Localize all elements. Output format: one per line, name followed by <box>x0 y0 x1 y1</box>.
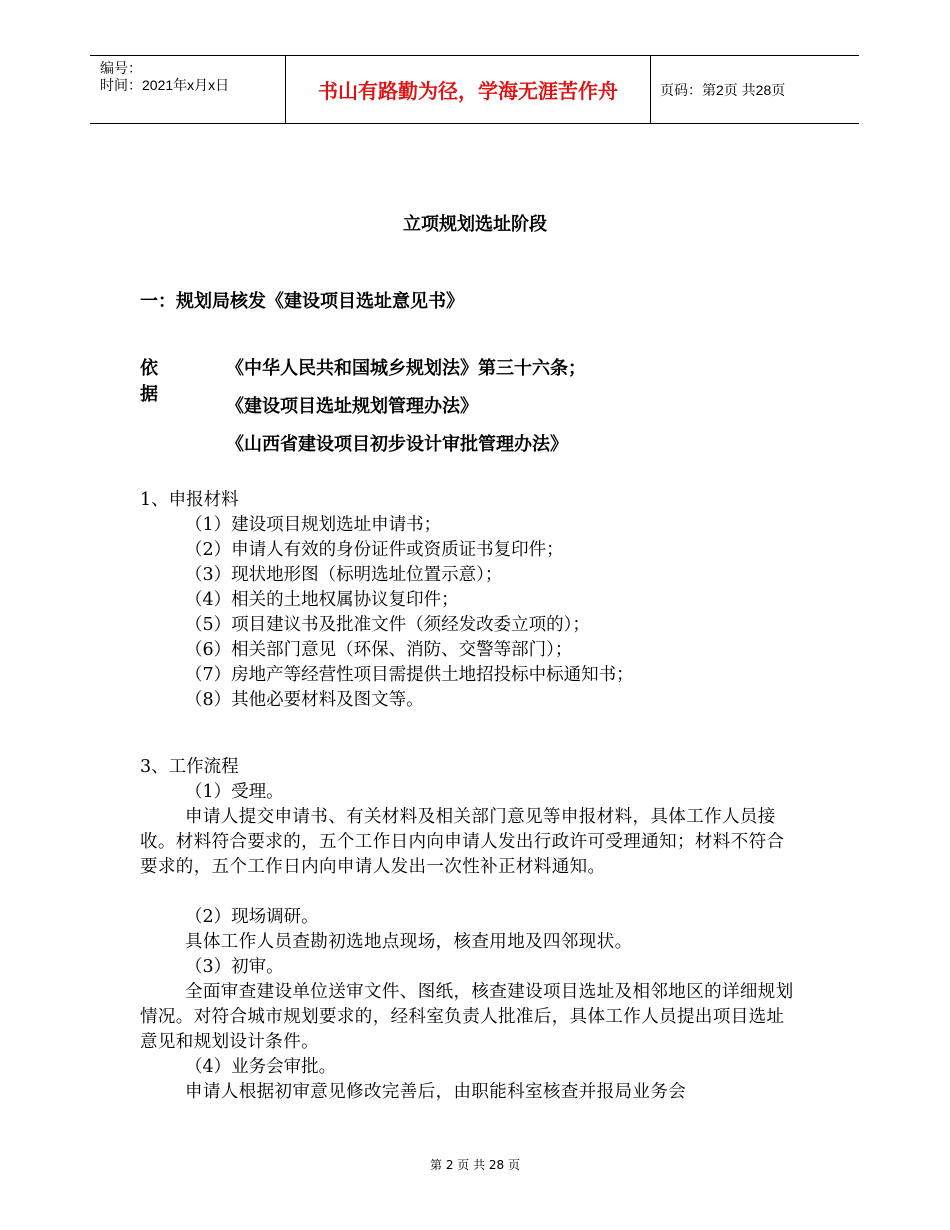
header-page-label: 页码：第2页 共28页 <box>660 81 786 98</box>
workflow-paragraph: 具体工作人员查勘初选地点现场，核查用地及四邻现状。 <box>185 932 633 952</box>
header-meta <box>90 56 286 123</box>
material-item: （1）建设项目规划选址申请书； <box>185 515 442 535</box>
workflow-step: （3）初审。 <box>185 957 284 977</box>
workflow-heading: 3、工作流程 <box>140 757 239 777</box>
workflow-paragraph: 全面审查建设单位送审文件、图纸，核查建设项目选址及相邻地区的详细规划情况。对符合城市规划要求的，经科室负责人批准后，具体工作人员提出项目选址意见和规划设计条件。 <box>140 982 794 1052</box>
page-footer: 第 2 页 共 28 页 <box>430 1158 520 1172</box>
document-header <box>90 55 859 124</box>
workflow-step: （1）受理。 <box>185 782 284 802</box>
material-item: （3）现状地形图（标明选址位置示意）； <box>185 565 503 585</box>
section-heading: 一：规划局核发《建设项目选址意见书》 <box>140 291 464 312</box>
workflow-step: （2）现场调研。 <box>185 907 319 927</box>
material-item: （8）其他必要材料及图文等。 <box>185 690 424 710</box>
header-motto: 书山有路勤为径，学海无涯苦作舟 <box>286 56 651 123</box>
page-title: 立项规划选址阶段 <box>403 214 547 235</box>
basis-law: 《建设项目选址规划管理办法》 <box>226 396 478 417</box>
workflow-step: （4）业务会审批。 <box>185 1057 337 1077</box>
basis-label: 依据 <box>140 358 158 405</box>
material-item: （5）项目建议书及批准文件（须经发改委立项的）； <box>185 615 590 635</box>
materials-heading: 1、申报材料 <box>140 490 239 510</box>
material-item: （7）房地产等经营性项目需提供土地招投标中标通知书； <box>185 665 634 685</box>
material-item: （4）相关的土地权属协议复印件； <box>185 590 459 610</box>
basis-law: 《山西省建设项目初步设计审批管理办法》 <box>226 434 568 455</box>
number-label: 编号： <box>100 60 142 76</box>
workflow-paragraph: 申请人提交申请书、有关材料及相关部门意见等申报材料，具体工作人员接收。材料符合要求的，五个工作日内向申请人发出行政许可受理通知；材料不符合要求的，五个工作日内向申请人发出一次性补正材料通知。 <box>140 807 785 877</box>
basis-law: 《中华人民共和国城乡规划法》第三十六条； <box>226 358 586 379</box>
date-label: 时间：2021年x月x日 <box>100 77 230 93</box>
material-item: （6）相关部门意见（环保、消防、交警等部门）； <box>185 640 573 660</box>
workflow-paragraph: 申请人根据初审意见修改完善后，由职能科室核查并报局业务会 <box>185 1082 687 1102</box>
material-item: （2）申请人有效的身份证件或资质证书复印件； <box>185 540 564 560</box>
